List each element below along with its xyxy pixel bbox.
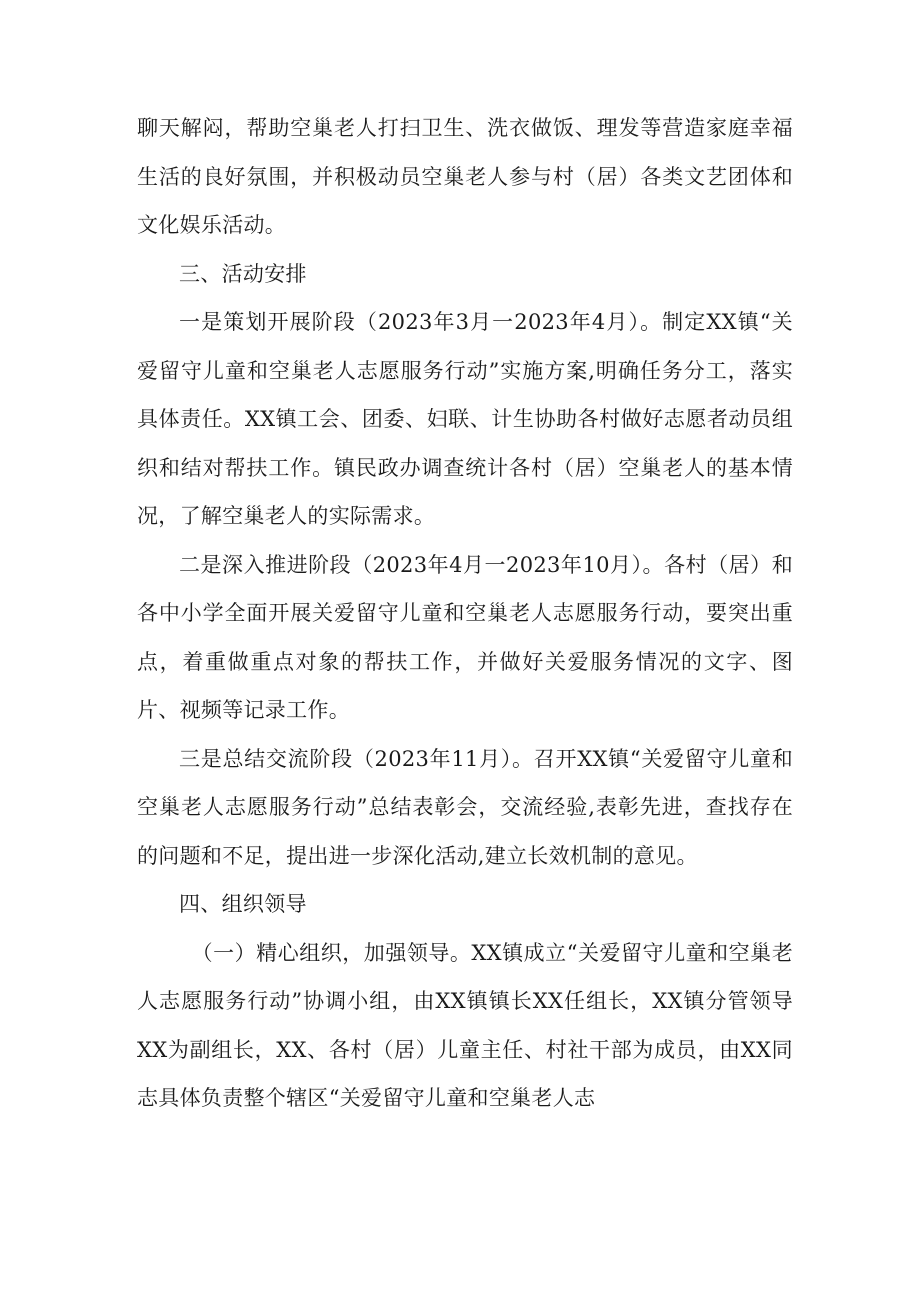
paragraph-organize-carefully: （一）精心组织，加强领导。XX镇成立“关爱留守儿童和空巢老人志愿服务行动”协调小组，由XX镇镇长XX任组长，XX镇分管领导XX为副组长，XX、各村（居）儿童主任、村社干部为成员，由XX同志具体负责整个辖区“关爱留守儿童和空巢老人志 — [137, 940, 793, 1110]
section-heading-organization-leadership: 四、组织领导 — [179, 892, 307, 916]
paragraph-continuation: 聊天解闷，帮助空巢老人打扫卫生、洗衣做饭、理发等营造家庭幸福生活的良好氛围，并积极动员空巢老人参与村（居）各类文艺团体和文化娱乐活动。 — [137, 116, 793, 237]
document-body — [137, 104, 793, 1123]
paragraph-planning-stage: 一是策划开展阶段（2023年3月一2023年4月）。制定XX镇“关爱留守儿童和空巢老人志愿服务行动”实施方案,明确任务分工，落实具体责任。XX镇工会、团委、妇联、计生协助各村做好志愿者动员组织和结对帮扶工作。镇民政办调查统计各村（居）空巢老人的基本情况，了解空巢老人的实际需求。 — [137, 310, 793, 528]
paragraph-summary-stage: 三是总结交流阶段（2023年11月）。召开XX镇“关爱留守儿童和空巢老人志愿服务行动”总结表彰会，交流经验,表彰先进，查找存在的问题和不足，提出进一步深化活动,建立长效机制的意见。 — [137, 746, 793, 868]
section-heading-activity-arrangement: 三、活动安排 — [179, 261, 307, 286]
paragraph-advancing-stage: 二是深入推进阶段（2023年4月一2023年10月）。各村（居）和各中小学全面开展关爱留守儿童和空巢老人志愿服务行动，要突出重点，着重做重点对象的帮扶工作，并做好关爱服务情况的文字、图片、视频等记录工作。 — [137, 552, 793, 722]
